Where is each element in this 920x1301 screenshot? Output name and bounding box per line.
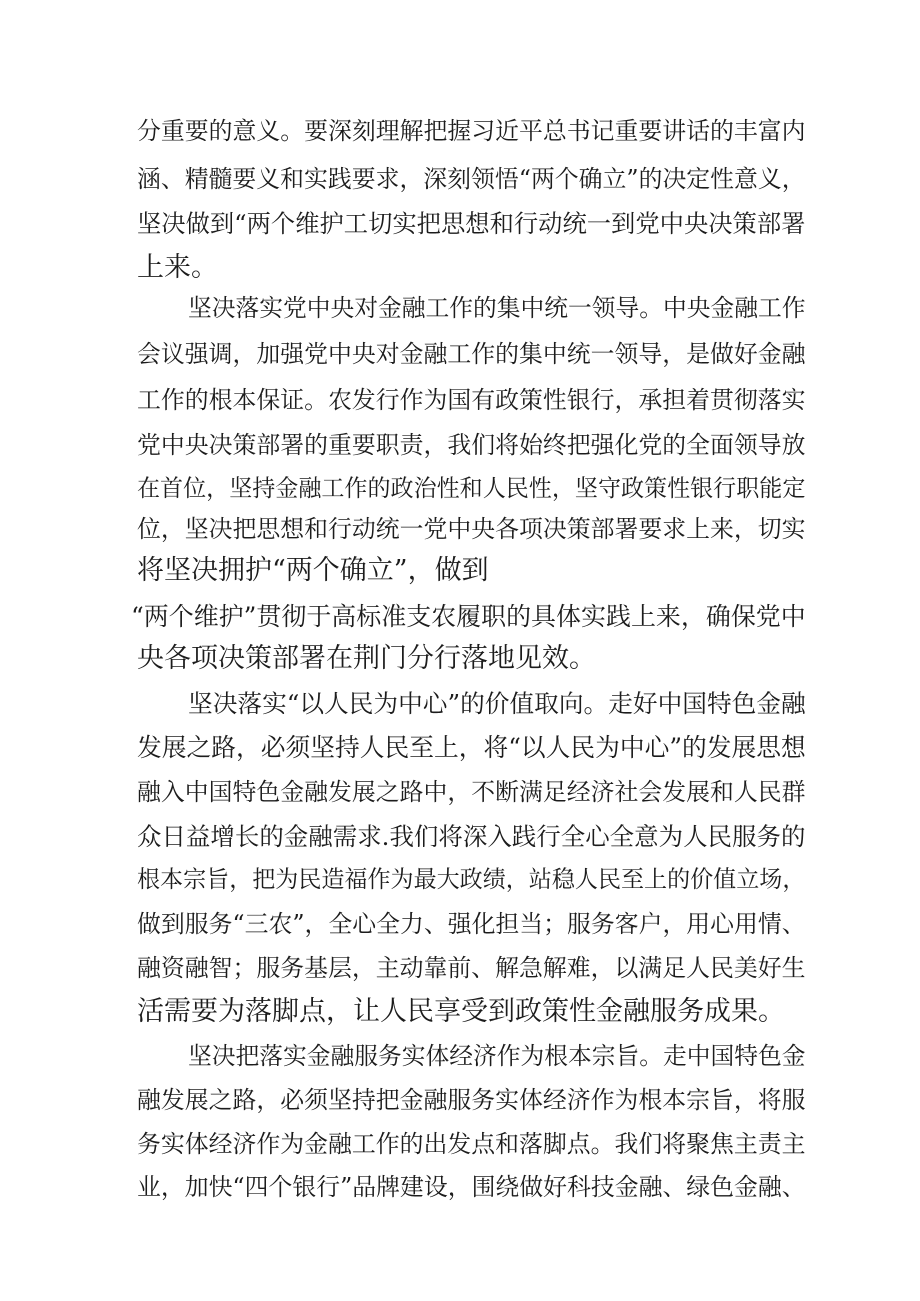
text-line: 分重要的意义。要深刻理解把握习近平总书记重要讲话的丰富内 (137, 117, 806, 145)
text-line: 会议强调，加强党中央对金融工作的集中统一领导，是做好金融 (137, 340, 806, 368)
text-line: 坚决做到“两个维护工切实把思想和行动统一到党中央决策部署 (137, 209, 806, 238)
text-line: 将坚决拥护“两个确立”，做到 (137, 555, 489, 586)
text-line: 发展之路，必须坚持人民至上，将“以人民为中心”的发展思想 (137, 733, 806, 762)
text-line: 在首位，坚持金融工作的政治性和人民性，坚守政策性银行职能定 (137, 476, 806, 502)
text-line: 融资融智；服务基层，主动靠前、解急解难，以满足人民美好生 (137, 954, 806, 982)
text-line: 位，坚决把思想和行动统一党中央各项决策部署要求上来，切实 (137, 515, 806, 543)
text-line: 务实体经济作为金融工作的出发点和落脚点。我们将聚焦主责主 (137, 1130, 806, 1158)
text-line: 上来。 (137, 252, 218, 283)
text-line: 党中央决策部署的重要职责，我们将始终把强化党的全面领导放 (137, 431, 806, 459)
text-line: 根本宗旨，把为民造福作为最大政绩，站稳人民至上的价值立场， (137, 867, 806, 893)
text-line: “两个维护”贯彻于高标准支农履职的具体实践上来，确保党中 (131, 602, 806, 631)
paragraph-first-line: 坚决落实党中央对金融工作的集中统一领导。中央金融工作 (188, 294, 806, 322)
text-line: 做到服务“三农”，全心全力、强化担当；服务客户，用心用情、 (137, 910, 806, 938)
text-line: 业，加快“四个银行”品牌建设，围绕做好科技金融、绿色金融、 (137, 1173, 806, 1201)
text-line: 央各项决策部署在荆门分行落地见效。 (137, 643, 596, 674)
text-line: 涵、精髓要义和实践要求，深刻领悟“两个确立”的决定性意义， (137, 165, 806, 193)
text-line: 工作的根本保证。农发行作为国有政策性银行，承担着贯彻落实 (137, 386, 806, 414)
text-line: 融发展之路，必须坚持把金融服务实体经济作为根本宗旨，将服 (137, 1086, 806, 1114)
text-line: 融入中国特色金融发展之路中，不断满足经济社会发展和人民群 (137, 778, 806, 806)
paragraph-first-line: 坚决落实“以人民为中心”的价值取向。走好中国特色金融 (188, 689, 806, 718)
paragraph-first-line: 坚决把落实金融服务实体经济作为根本宗旨。走中国特色金 (188, 1042, 806, 1070)
text-line: 众日益增长的金融需求.我们将深入践行全心全意为人民服务的 (137, 822, 806, 851)
text-line: 活需要为落脚点，让人民享受到政策性金融服务成果。 (137, 996, 785, 1027)
